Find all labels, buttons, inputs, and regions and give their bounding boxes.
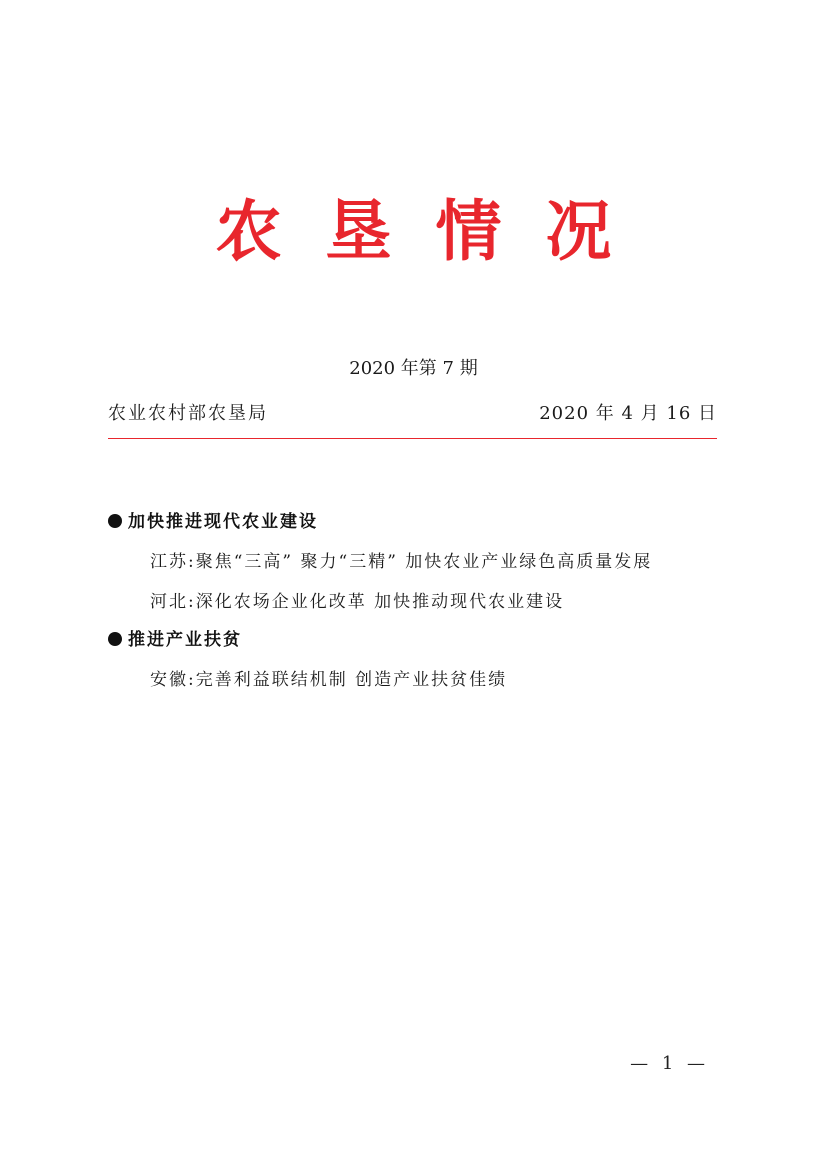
page-number: — 1 —: [630, 1053, 709, 1074]
entry-separator: :: [188, 670, 196, 690]
entry-title: 聚焦“三高” 聚力“三精” 加快农业产业绿色高质量发展: [195, 552, 653, 572]
masthead-title: 农垦情况: [215, 192, 656, 270]
toc-entry[interactable]: [108, 588, 728, 616]
publication-meta: [108, 401, 717, 427]
section-heading-text: 加快推进现代农业建设: [128, 512, 318, 532]
section-heading-text: 推进产业扶贫: [128, 630, 242, 650]
entry-region: 安徽: [150, 670, 188, 690]
bullet-icon: [108, 514, 122, 528]
issue-number: 2020 年第 7 期: [349, 358, 478, 379]
section-heading: [108, 508, 728, 536]
entry-region: 江苏: [150, 552, 188, 572]
entry-separator: :: [188, 592, 196, 612]
header-divider: [108, 438, 717, 439]
toc-entry[interactable]: [108, 548, 728, 576]
entry-title: 完善利益联结机制 创造产业扶贫佳绩: [195, 670, 508, 690]
publisher: 农业农村部农垦局: [108, 403, 268, 424]
entry-region: 河北: [150, 592, 188, 612]
bullet-icon: [108, 632, 122, 646]
toc-entry[interactable]: [108, 666, 728, 694]
entry-title: 深化农场企业化改革 加快推动现代农业建设: [195, 592, 565, 612]
section-heading: [108, 626, 728, 654]
table-of-contents: [108, 508, 728, 694]
publish-date: 2020 年 4 月 16 日: [539, 403, 717, 424]
entry-separator: :: [188, 552, 196, 572]
